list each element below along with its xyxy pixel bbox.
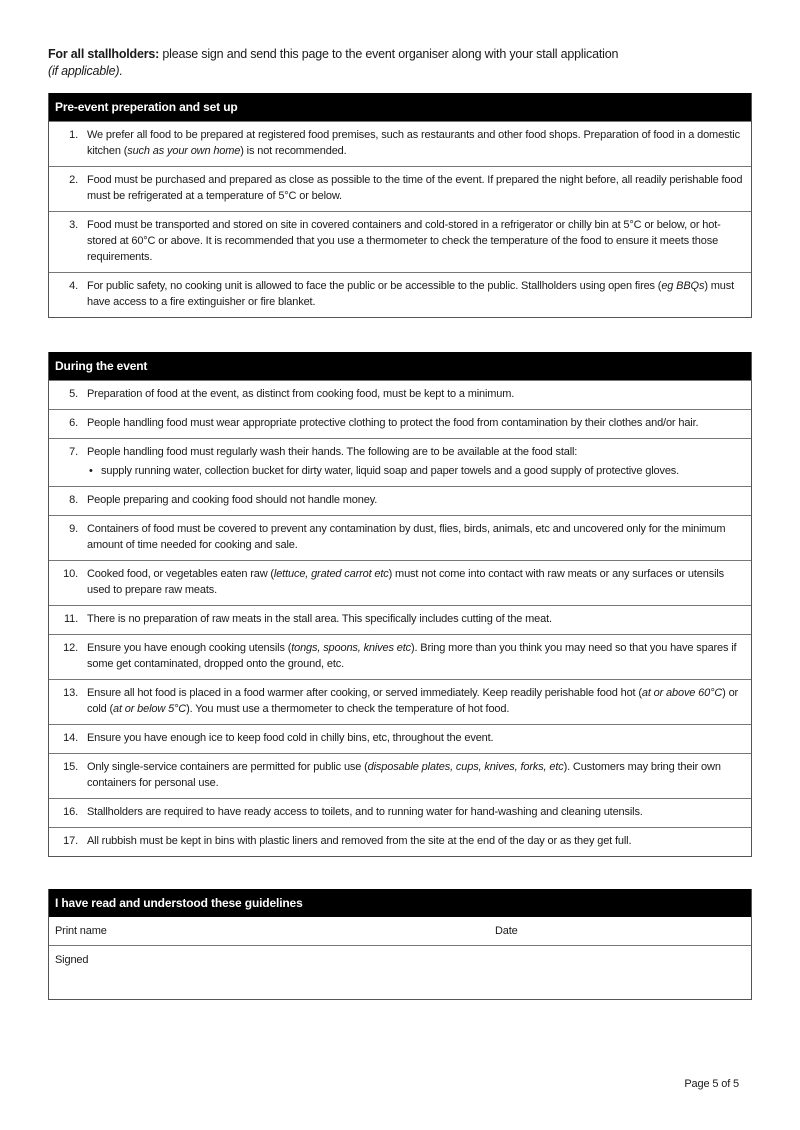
item-text: [87, 640, 743, 672]
item-text-segment: ) must have access to a fire extinguisher or fire blanket.: [87, 280, 734, 308]
list-item: [49, 486, 751, 515]
item-number: 5.: [69, 388, 78, 400]
list-item: [49, 121, 751, 166]
item-text-segment: Food must be transported and stored on site in covered containers and cold-stored in a refrigerator or chilly bin at 5°C or below, or hot-stored at 60°C or above. It is recommended that you use a thermometer to check the temperature of the food to ensure it meets those requirements.: [87, 219, 721, 263]
item-text-segment: We prefer all food to be prepared at registered food premises, such as restaurants and other food shops. Preparation of food in a domestic kitchen (: [87, 129, 740, 157]
item-text-segment: Containers of food must be covered to prevent any contamination by dust, flies, birds, animals, etc and uncovered only for the minimum amount of time needed for cooking and sale.: [87, 523, 726, 551]
item-text-segment: For public safety, no cooking unit is allowed to face the public or be accessible to the public. Stallholders using open fires (: [87, 280, 662, 292]
item-text-italic: eg BBQs: [661, 280, 705, 292]
item-text-segment: ) must not come into contact with raw meats or any surfaces or utensils used to prepare raw meats.: [87, 568, 725, 596]
item-number: 10.: [63, 568, 78, 580]
item-text: [87, 415, 743, 431]
list-item: [49, 166, 751, 211]
item-number: 13.: [63, 687, 78, 699]
section-during-event: [48, 352, 752, 857]
item-text: [87, 804, 743, 820]
section-pre-event: [48, 93, 752, 318]
item-text-segment: Only single-service containers are permitted for public use (: [87, 761, 368, 773]
item-number: 8.: [69, 494, 78, 506]
item-text-segment: Stallholders are required to have ready access to toilets, and to running water for hand-washing and cleaning utensils.: [87, 806, 643, 818]
item-number: 1.: [69, 129, 78, 141]
list-item: [49, 438, 751, 486]
item-text: [87, 611, 743, 627]
list-item: [49, 211, 751, 272]
item-number: 4.: [69, 280, 78, 292]
print-name-field[interactable]: Print name: [55, 925, 107, 937]
item-text-segment: ) is not recommended.: [240, 145, 347, 157]
item-text-segment: Ensure you have enough cooking utensils (: [87, 642, 292, 654]
list-item: [49, 272, 751, 317]
list-item: [49, 753, 751, 798]
item-number: 15.: [63, 761, 78, 773]
item-text-segment: ) or cold (: [87, 687, 739, 715]
item-text: [87, 217, 743, 265]
item-text-segment: ). Bring more than you think you may need so that you have spares if some get contaminated, dropped onto the ground, etc.: [87, 642, 737, 670]
item-text: [87, 685, 743, 717]
list-item: [49, 798, 751, 827]
list-item: [49, 560, 751, 605]
bullet-text: supply running water, collection bucket for dirty water, liquid soap and paper towels and a good supply of protective gloves.: [101, 465, 680, 477]
list-item: [49, 827, 751, 856]
item-number: 3.: [69, 219, 78, 231]
list-item: [49, 724, 751, 753]
item-text: [87, 278, 743, 310]
item-number: 9.: [69, 523, 78, 535]
name-date-row: [49, 917, 751, 945]
item-text-italic: lettuce, grated carrot etc: [273, 568, 389, 580]
item-text-segment: Cooked food, or vegetables eaten raw (: [87, 568, 274, 580]
list-item: [49, 380, 751, 409]
intro-body: please sign and send this page to the event organiser along with your stall application: [159, 47, 619, 61]
item-text: [87, 172, 743, 204]
bullet-item: [87, 463, 743, 479]
item-number: 16.: [63, 806, 78, 818]
list-item: [49, 515, 751, 560]
item-text: [87, 386, 743, 402]
item-text: [87, 444, 743, 479]
item-number: 11.: [63, 613, 78, 625]
intro-italic: (if applicable).: [48, 64, 123, 78]
item-text-segment: People handling food must regularly wash their hands. The following are to be available at the food stall:: [87, 446, 578, 458]
section-title: Pre-event preperation and set up: [49, 93, 751, 121]
list-item: [49, 679, 751, 724]
item-text: [87, 127, 743, 159]
page-number: Page 5 of 5: [684, 1078, 739, 1090]
item-text: [87, 566, 743, 598]
item-text-segment: All rubbish must be kept in bins with plastic liners and removed from the site at the end of the day or as they get full.: [87, 835, 632, 847]
item-text-segment: Ensure all hot food is placed in a food warmer after cooking, or served immediately. Keep readily perishable food hot (: [87, 687, 642, 699]
item-text-segment: Preparation of food at the event, as distinct from cooking food, must be kept to a minimum.: [87, 388, 515, 400]
item-text: [87, 759, 743, 791]
date-field[interactable]: Date: [495, 925, 518, 937]
intro-text: [48, 46, 752, 80]
item-number: 12.: [63, 642, 78, 654]
item-text: [87, 833, 743, 849]
item-text: [87, 730, 743, 746]
item-text-segment: People preparing and cooking food should not handle money.: [87, 494, 378, 506]
item-text: [87, 521, 743, 553]
item-text-segment: ). Customers may bring their own containers for personal use.: [87, 761, 721, 789]
item-text-italic: at or below 5°C: [113, 703, 187, 715]
item-text-segment: Ensure you have enough ice to keep food cold in chilly bins, etc, throughout the event.: [87, 732, 494, 744]
intro-bold: For all stallholders:: [48, 47, 160, 61]
signature-field[interactable]: [49, 945, 751, 999]
list-item: [49, 409, 751, 438]
item-text-segment: There is no preparation of raw meats in the stall area. This specifically includes cutting of the meat.: [87, 613, 552, 625]
item-number: 2.: [69, 174, 78, 186]
item-number: 17.: [63, 835, 78, 847]
item-number: 6.: [69, 417, 78, 429]
list-item: [49, 605, 751, 634]
item-text: [87, 492, 743, 508]
item-text-segment: Food must be purchased and prepared as close as possible to the time of the event. If prepared the night before, all readily perishable food must be refrigerated at a temperature of 5°C or below.: [87, 174, 743, 202]
item-text-italic: such as your own home: [127, 145, 241, 157]
section-title: During the event: [49, 352, 751, 380]
item-number: 7.: [69, 446, 78, 458]
section-signoff: [48, 889, 752, 1000]
bullet-icon: •: [89, 465, 93, 477]
item-text-italic: at or above 60°C: [641, 687, 723, 699]
item-text-italic: tongs, spoons, knives etc: [291, 642, 411, 654]
item-number: 14.: [63, 732, 78, 744]
section-title: I have read and understood these guidelines: [49, 889, 751, 917]
item-text-italic: disposable plates, cups, knives, forks, etc: [367, 761, 564, 773]
item-text-segment: ). You must use a thermometer to check the temperature of hot food.: [186, 703, 510, 715]
signed-label: Signed: [55, 954, 89, 966]
item-text-segment: People handling food must wear appropriate protective clothing to protect the food from contamination by their clothes and/or hair.: [87, 417, 699, 429]
list-item: [49, 634, 751, 679]
